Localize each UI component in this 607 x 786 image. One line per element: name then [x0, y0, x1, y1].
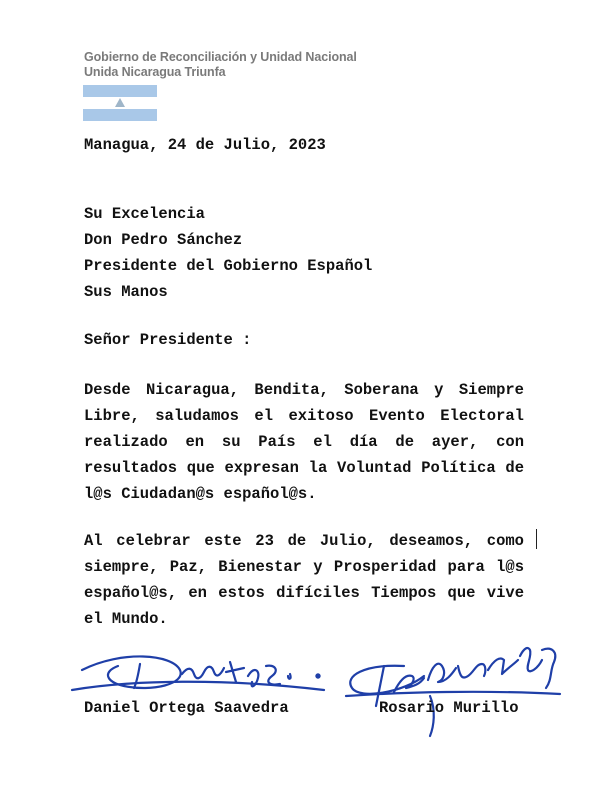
addressee-block	[84, 201, 372, 305]
body-paragraph-2: Al celebrar este 23 de Julio, deseamos, como siempre, Paz, Bienestar y Prosperidad para l@s español@s, en estos difíciles Tiempos que vive el Mundo.	[84, 532, 524, 628]
letter-date: Managua, 24 de Julio, 2023	[84, 136, 326, 154]
government-motto: Unida Nicaragua Triunfa	[84, 64, 226, 79]
government-name: Gobierno de Reconciliación y Unidad Nacional	[84, 50, 357, 64]
addressee-line: Su Excelencia	[84, 205, 205, 223]
letterhead	[84, 50, 357, 79]
salutation: Señor Presidente :	[84, 331, 252, 349]
body-paragraph-1: Desde Nicaragua, Bendita, Soberana y Siempre Libre, saludamos el exitoso Evento Electoral realizado en su País el día de ayer, con resultados que expresan la Voluntad Política de l@s Ciudadan@s español@s.	[84, 381, 524, 503]
signatory-name-rosario-murillo: Rosario Murillo	[379, 699, 519, 717]
nicaragua-flag-icon	[83, 85, 157, 121]
signature-daniel-ortega	[62, 640, 334, 706]
addressee-line: Don Pedro Sánchez	[84, 231, 243, 249]
addressee-line: Sus Manos	[84, 283, 168, 301]
signature-rosario-murillo	[344, 636, 566, 746]
signatory-name-daniel-ortega: Daniel Ortega Saavedra	[84, 699, 289, 717]
text-cursor	[536, 529, 537, 549]
addressee-line: Presidente del Gobierno Español	[84, 257, 373, 275]
